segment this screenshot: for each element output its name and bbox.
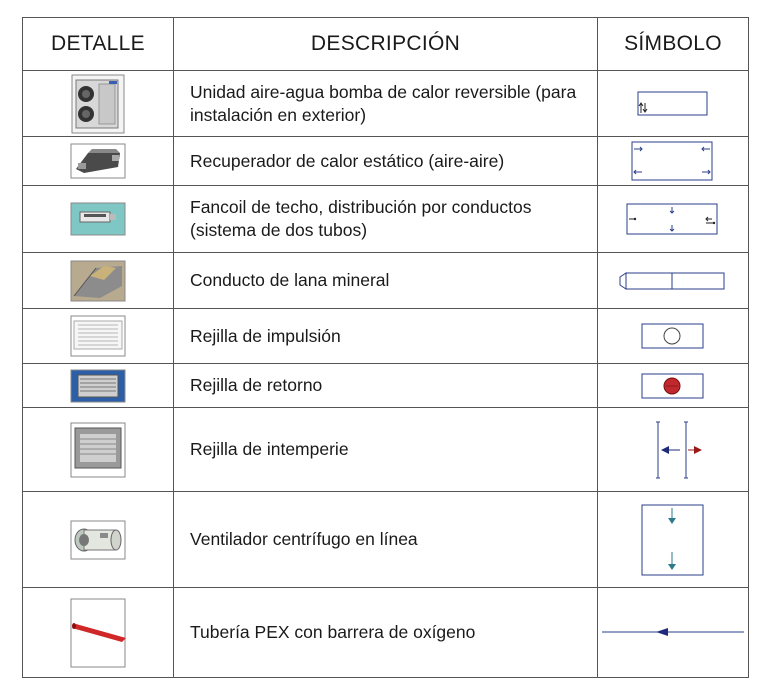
description-cell: Recuperador de calor estático (aire-aire) <box>174 137 598 186</box>
inline-fan-symbol-icon <box>640 502 706 578</box>
table-row <box>23 492 749 588</box>
detail-cell <box>23 588 174 678</box>
symbol-cell <box>598 364 749 408</box>
detail-cell <box>23 364 174 408</box>
duct-symbol-icon <box>618 271 728 291</box>
legend-table <box>22 17 749 678</box>
symbol-cell <box>598 253 749 309</box>
weather-louver-icon <box>70 422 126 478</box>
table-row <box>23 364 749 408</box>
description-cell: Rejilla de intemperie <box>174 408 598 492</box>
table-row <box>23 137 749 186</box>
heat-recovery-unit-icon <box>70 143 126 179</box>
return-grille-icon <box>70 369 126 403</box>
detail-cell <box>23 186 174 253</box>
heat-recovery-symbol-icon <box>630 139 716 183</box>
heat-pump-unit-icon <box>71 74 125 134</box>
description-cell: Rejilla de impulsión <box>174 309 598 364</box>
detail-cell <box>23 71 174 137</box>
symbol-cell <box>598 492 749 588</box>
mineral-wool-duct-icon <box>70 260 126 302</box>
table-row <box>23 588 749 678</box>
header-detalle: DETALLE <box>23 18 174 71</box>
fancoil-symbol-icon <box>625 201 721 237</box>
detail-cell <box>23 253 174 309</box>
symbol-cell <box>598 309 749 364</box>
table-row <box>23 309 749 364</box>
symbol-cell <box>598 71 749 137</box>
table-row <box>23 186 749 253</box>
detail-cell <box>23 408 174 492</box>
detail-cell <box>23 137 174 186</box>
heat-pump-symbol-icon <box>636 90 710 118</box>
table-row <box>23 408 749 492</box>
table-row <box>23 253 749 309</box>
return-grille-symbol-icon <box>640 372 706 400</box>
symbol-cell <box>598 408 749 492</box>
detail-cell <box>23 492 174 588</box>
description-cell: Rejilla de retorno <box>174 364 598 408</box>
description-cell: Unidad aire-agua bomba de calor reversible (para instalación en exterior) <box>174 71 598 137</box>
description-cell: Fancoil de techo, distribución por conductos (sistema de dos tubos) <box>174 186 598 253</box>
symbol-cell <box>598 588 749 678</box>
table-row <box>23 71 749 137</box>
pex-pipe-symbol-icon <box>600 625 746 639</box>
description-cell: Conducto de lana mineral <box>174 253 598 309</box>
detail-cell <box>23 309 174 364</box>
header-simbolo: SÍMBOLO <box>598 18 749 71</box>
description-cell: Tubería PEX con barrera de oxígeno <box>174 588 598 678</box>
inline-fan-icon <box>70 520 126 560</box>
symbol-cell <box>598 137 749 186</box>
ceiling-fancoil-icon <box>70 202 126 236</box>
supply-grille-icon <box>70 315 126 357</box>
description-cell: Ventilador centrífugo en línea <box>174 492 598 588</box>
pex-pipe-icon <box>70 598 126 668</box>
symbol-cell <box>598 186 749 253</box>
supply-grille-symbol-icon <box>640 322 706 350</box>
header-descripcion: DESCRIPCIÓN <box>174 18 598 71</box>
header-row <box>23 18 749 71</box>
weather-louver-symbol-icon <box>642 420 704 480</box>
